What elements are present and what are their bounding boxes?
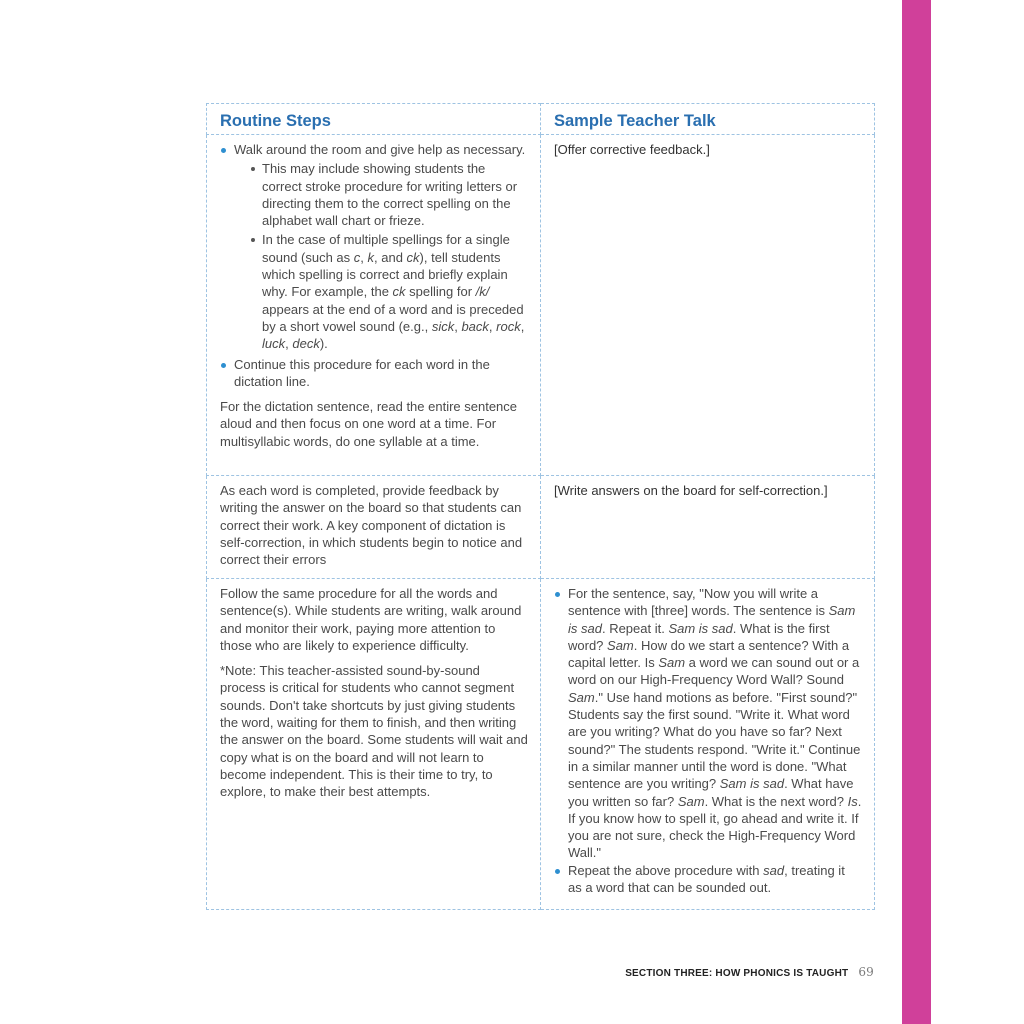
- note-paragraph: *Note: This teacher-assisted sound-by-sound process is critical for students who cannot segment sounds. Don't take shortcuts by just giving students the word, waiting for them to finish, and then writing the answer on the board. Some students will wait and copy what is on the board and will not learn to become independent. This is their time to try, to explore, to make their best attempts.: [220, 663, 528, 800]
- page-edge-color-bar: [902, 0, 931, 1024]
- sub-list-item: In the case of multiple spellings for a single sound (such as c, k, and ck), tell students which spelling is correct and briefly explain why. For example, the ck spelling for /k/ appears at the end of a word and is preceded by a short vowel sound (e.g., sick, back, rock, luck, deck).: [234, 231, 528, 352]
- list-item: For the sentence, say, "Now you will write a sentence with [three] words. The sentence is Sam is sad. Repeat it. Sam is sad. What is the first word? Sam. How do we start a sentence? With a capital letter. Is Sam a word we can sound out or a word on our High-Frequency Word Wall? Sound Sam." Use hand motions as before. "First sound?" Students say the first sound. "Write it. What word are you writing? What do you have so far? Next sound?" The students respond. "Write it." Continue in a similar manner until the word is done. "What sentence are you writing? Sam is sad. What have you written so far? Sam. What is the next word? Is. If you know how to spell it, go ahead and write it. If you are not sure, check the High-Frequency Word Wall.": [554, 585, 862, 862]
- table-row: [207, 135, 875, 476]
- teacher-talk-cell: [Write answers on the board for self-correction.]: [541, 476, 875, 579]
- routine-paragraph: Follow the same procedure for all the words and sentence(s). While students are writing, walk around and monitor their work, paying more attention to those who are likely to experience difficulty.: [220, 586, 522, 653]
- bullet-text: Walk around the room and give help as necessary.: [234, 142, 526, 157]
- table-row: [207, 476, 875, 579]
- teacher-talk-cell: [541, 579, 875, 910]
- routine-steps-header: Routine Steps: [207, 104, 541, 135]
- list-item: [220, 141, 528, 353]
- footer-section-title: SECTION THREE: HOW PHONICS IS TAUGHT: [625, 968, 849, 979]
- list-item: Continue this procedure for each word in the dictation line.: [220, 356, 528, 391]
- routine-cell: [207, 579, 541, 910]
- routine-table: [206, 103, 875, 910]
- routine-bullet-list: [220, 141, 528, 390]
- page-footer: [560, 965, 874, 979]
- sub-bullet-list: [234, 160, 528, 352]
- teacher-talk-bullet-list: [554, 585, 862, 896]
- routine-cell: As each word is completed, provide feedback by writing the answer on the board so that students can correct their work. A key component of dictation is self-correction, in which students begin to notice and correct their errors: [207, 476, 541, 579]
- table-header-row: [207, 104, 875, 135]
- list-item: Repeat the above procedure with sad, treating it as a word that can be sounded out.: [554, 862, 862, 897]
- table-row: [207, 579, 875, 910]
- page-number: 69: [858, 965, 874, 979]
- sub-list-item: This may include showing students the correct stroke procedure for writing letters or directing them to the correct spelling on the alphabet wall chart or frieze.: [234, 160, 528, 229]
- routine-paragraph: For the dictation sentence, read the entire sentence aloud and then focus on one word at a time. For multisyllabic words, do one syllable at a time.: [220, 399, 518, 449]
- teacher-talk-cell: [Offer corrective feedback.]: [541, 135, 875, 476]
- routine-cell: [207, 135, 541, 476]
- sample-teacher-talk-header: Sample Teacher Talk: [541, 104, 875, 135]
